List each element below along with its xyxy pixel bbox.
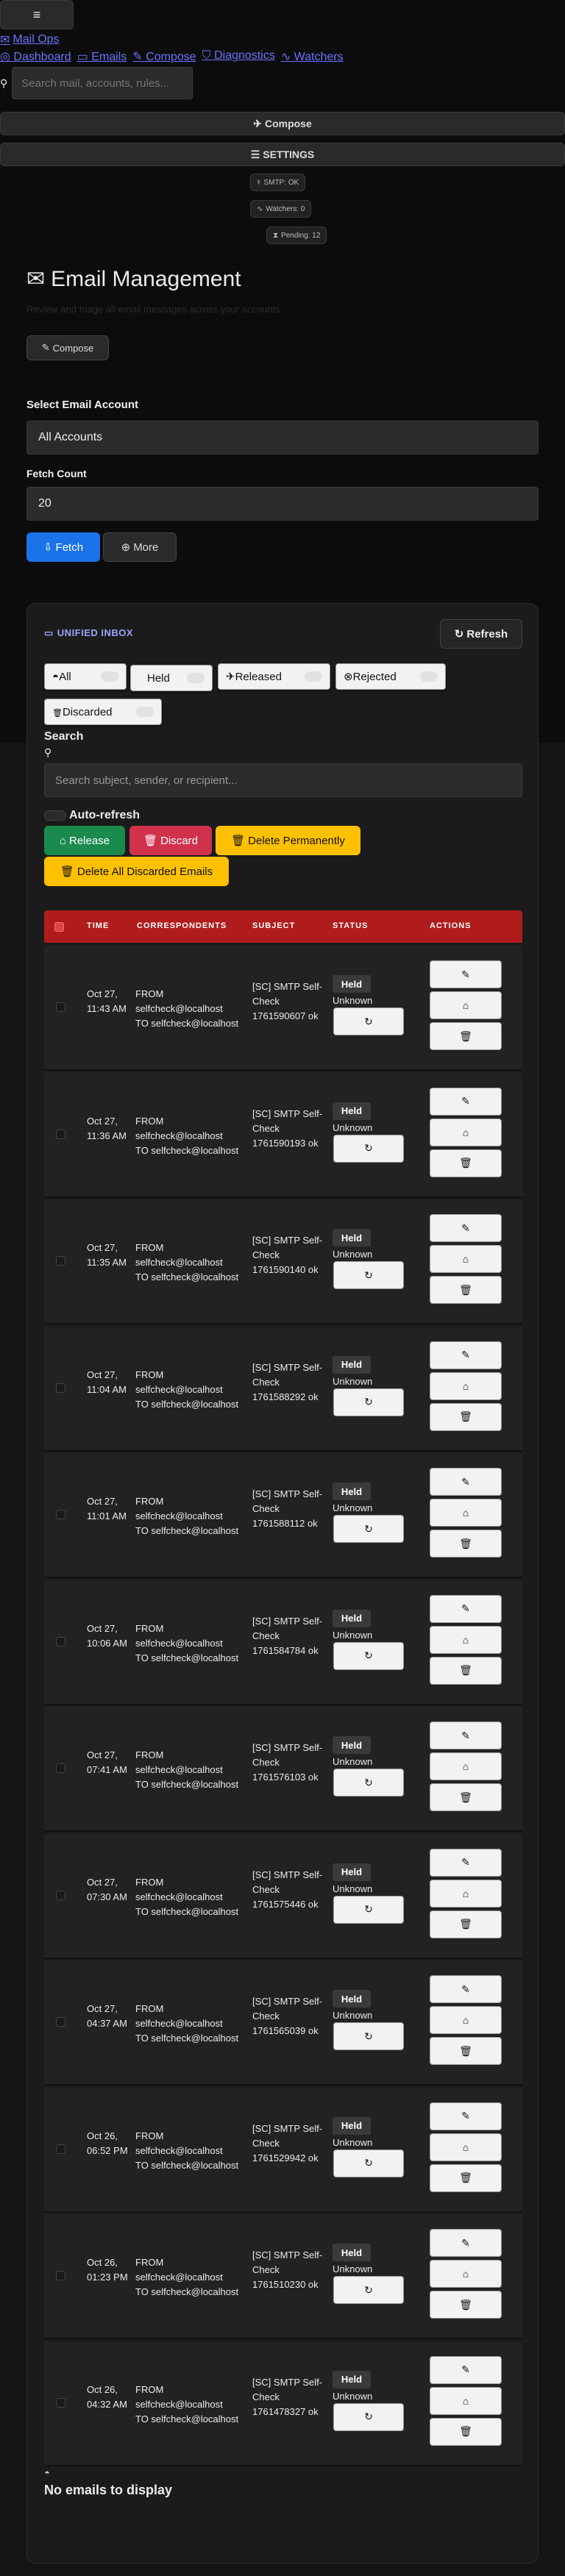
settings-button[interactable]: ☰ SETTINGS: [0, 143, 565, 166]
rescan-button[interactable]: [333, 2022, 404, 2050]
rescan-button[interactable]: [333, 1515, 404, 1543]
trash-icon: 🗑: [459, 1918, 472, 1930]
table-row[interactable]: [44, 1453, 522, 1578]
delete-row-button[interactable]: [430, 1149, 502, 1177]
delete-row-button[interactable]: [430, 1910, 502, 1938]
row-correspondents: [135, 1748, 253, 1792]
table-row[interactable]: [44, 2088, 522, 2213]
row-correspondents: [135, 2383, 253, 2427]
refresh-icon: ↻: [364, 1015, 373, 1027]
row-correspondents: [135, 987, 253, 1031]
release-row-button[interactable]: [430, 1245, 502, 1273]
unlock-icon: ⌂: [462, 2141, 469, 2153]
row-from: FROM selfcheck@localhost: [135, 1115, 223, 1141]
rescan-button[interactable]: [333, 2403, 404, 2431]
rescan-button[interactable]: [333, 1642, 404, 1670]
nav-link-emails[interactable]: ▭ Emails: [77, 51, 127, 63]
unlock-icon: ⌂: [462, 2014, 469, 2026]
brand-name: Mail Ops: [13, 33, 60, 46]
close-circle-icon: ⊗: [344, 671, 353, 683]
unlock-icon: ⌂: [462, 1507, 469, 1519]
unlock-icon: ⌂: [462, 1887, 469, 1899]
pencil-icon: ✎: [461, 1729, 470, 1741]
discard-button[interactable]: 🗑 Discard: [129, 826, 212, 855]
delete-row-button[interactable]: [430, 2164, 502, 2192]
row-checkbox[interactable]: [56, 1383, 65, 1393]
row-to: TO selfcheck@localhost: [135, 1905, 239, 1917]
compose-button[interactable]: ✎ Compose: [26, 335, 109, 360]
row-subject: [SC] SMTP Self-Check 1761565039 ok: [252, 1996, 323, 2036]
unlock-icon: ⌂: [59, 834, 66, 847]
send-icon: ✈: [253, 117, 262, 129]
column-subject: SUBJECT: [252, 921, 296, 930]
shield-icon: ⛉: [202, 49, 211, 62]
row-subject: [SC] SMTP Self-Check 1761588112 ok: [252, 1488, 323, 1529]
release-row-button[interactable]: [430, 2133, 502, 2161]
fetch-count-label: Fetch Count: [26, 468, 87, 479]
risk-label: Unknown: [333, 1375, 373, 1387]
delete-row-button[interactable]: [430, 2037, 502, 2065]
row-time: Oct 27, 04:37 AM: [87, 2003, 127, 2029]
row-correspondents: [135, 1368, 253, 1412]
status-badge: Held: [333, 1610, 371, 1627]
auto-refresh-toggle[interactable]: [44, 810, 66, 821]
auto-refresh-label: Auto-refresh: [69, 809, 141, 821]
row-checkbox[interactable]: [56, 1256, 65, 1266]
risk-label: Unknown: [333, 1502, 373, 1513]
risk-label: Unknown: [333, 2263, 373, 2274]
pencil-icon: ✎: [461, 1856, 470, 1868]
compose-toolbar-button[interactable]: ✈ Compose: [0, 112, 565, 135]
status-badge: Held: [333, 1483, 371, 1500]
release-row-button[interactable]: [430, 2006, 502, 2034]
refresh-icon: ↻: [364, 1396, 373, 1407]
filter-all[interactable]: ◓All: [44, 663, 127, 690]
pencil-icon: ✎: [461, 1475, 470, 1488]
pencil-icon: ✎: [461, 1095, 470, 1107]
rescan-button[interactable]: [333, 1007, 404, 1035]
nav-link-watchers[interactable]: ∿ Watchers: [280, 51, 344, 63]
select-all-checkbox[interactable]: [54, 922, 64, 932]
edit-button[interactable]: [430, 1722, 502, 1749]
trash-icon: 🗑: [52, 708, 63, 718]
row-to: TO selfcheck@localhost: [135, 2286, 239, 2297]
empty-inbox-icon: ◓: [44, 2467, 50, 2478]
release-row-button[interactable]: [430, 1118, 502, 1146]
row-correspondents: [135, 1875, 253, 1919]
unlock-icon: ⌂: [462, 1760, 469, 1772]
row-to: TO selfcheck@localhost: [135, 1398, 239, 1410]
row-correspondents: [135, 1114, 253, 1158]
hourglass-icon: ⧗: [273, 231, 279, 240]
table-row[interactable]: [44, 2341, 522, 2466]
table-row[interactable]: [44, 1327, 522, 1452]
hamburger-icon: ≡: [32, 7, 41, 22]
rescan-button[interactable]: [333, 1261, 404, 1289]
pencil-icon: ✎: [132, 51, 143, 63]
row-time: Oct 27, 11:43 AM: [87, 988, 127, 1014]
table-row[interactable]: [44, 1199, 522, 1324]
edit-button[interactable]: [430, 960, 502, 988]
refresh-icon: ↻: [364, 1776, 373, 1788]
nav-link-compose[interactable]: ✎ Compose: [132, 51, 196, 63]
row-to: TO selfcheck@localhost: [135, 1271, 239, 1282]
trash-icon: 🗑: [60, 866, 74, 878]
row-from: FROM selfcheck@localhost: [135, 2130, 223, 2156]
pencil-icon: ✎: [461, 1602, 470, 1614]
trash-icon: 🗑: [459, 1410, 472, 1422]
refresh-icon: ↻: [364, 1142, 373, 1154]
filter-rejected[interactable]: ⊗Rejected: [335, 663, 446, 690]
inbox-title: ▭ UNIFIED INBOX: [44, 627, 134, 638]
edit-button[interactable]: [430, 1341, 502, 1369]
unlock-icon: ⌂: [462, 2394, 469, 2407]
release-button[interactable]: ⌂ Release: [44, 826, 125, 855]
table-row[interactable]: [44, 1960, 522, 2086]
row-to: TO selfcheck@localhost: [135, 2033, 239, 2044]
status-badge: Held: [333, 2244, 371, 2261]
row-subject: [SC] SMTP Self-Check 1761478327 ok: [252, 2376, 323, 2417]
risk-label: Unknown: [333, 1249, 373, 1260]
rescan-button[interactable]: [333, 1388, 404, 1416]
row-subject: [SC] SMTP Self-Check 1761529942 ok: [252, 2122, 323, 2163]
row-from: FROM selfcheck@localhost: [135, 1242, 223, 1268]
rescan-button[interactable]: [333, 1769, 404, 1797]
status-badge: Held: [333, 2371, 371, 2388]
filter-released[interactable]: ✈Released: [218, 663, 330, 690]
table-row[interactable]: [44, 2214, 522, 2339]
trash-icon: 🗑: [459, 2425, 472, 2437]
page-title: ✉ Email Management: [26, 266, 241, 291]
fetch-button[interactable]: ⇩ Fetch: [26, 532, 100, 562]
more-button[interactable]: ⊕ More: [103, 532, 177, 562]
row-correspondents: [135, 2255, 253, 2300]
trash-icon: 🗑: [459, 2172, 472, 2183]
edit-button[interactable]: [430, 1468, 502, 1496]
account-label: Select Email Account: [26, 399, 138, 411]
status-badge: Held: [333, 1102, 371, 1120]
row-from: FROM selfcheck@localhost: [135, 1749, 223, 1775]
delete-row-button[interactable]: [430, 1783, 502, 1811]
row-checkbox[interactable]: [56, 1763, 65, 1773]
row-checkbox[interactable]: [56, 2017, 65, 2027]
status-badge: Held: [333, 1356, 371, 1374]
release-row-button[interactable]: [430, 1626, 502, 1654]
trash-icon: 🗑: [459, 1030, 472, 1042]
row-checkbox[interactable]: [56, 2398, 65, 2408]
row-to: TO selfcheck@localhost: [135, 1144, 239, 1156]
row-correspondents: [135, 1241, 253, 1285]
trash-icon: 🗑: [459, 1664, 472, 1676]
nav-links: [0, 49, 344, 64]
row-from: FROM selfcheck@localhost: [135, 1876, 223, 1902]
column-status: STATUS: [333, 921, 369, 930]
rescan-button[interactable]: [333, 1896, 404, 1924]
trash-icon: 🗑: [459, 1283, 472, 1296]
pulse-icon: ∿: [257, 204, 263, 213]
nav-link-dashboard[interactable]: ◎ Dashboard: [0, 51, 71, 63]
row-time: Oct 26, 01:23 PM: [87, 2257, 128, 2283]
status-badge: Held: [333, 1990, 371, 2008]
trash-icon: 🗑: [459, 1791, 472, 1803]
column-correspondents: CORRESPONDENTS: [137, 921, 227, 930]
risk-label: Unknown: [333, 1121, 373, 1133]
delete-row-button[interactable]: [430, 1530, 502, 1558]
risk-label: Unknown: [333, 2136, 373, 2148]
delete-row-button[interactable]: [430, 1657, 502, 1685]
edit-button[interactable]: [430, 2229, 502, 2257]
row-checkbox[interactable]: [56, 1510, 65, 1519]
row-from: FROM selfcheck@localhost: [135, 1496, 223, 1521]
account-select[interactable]: All Accounts: [26, 421, 539, 454]
row-time: Oct 26, 04:32 AM: [87, 2383, 127, 2410]
refresh-icon: ↻: [364, 2030, 373, 2042]
unlock-icon: ⌂: [462, 1253, 469, 1265]
row-subject: [SC] SMTP Self-Check 1761510230 ok: [252, 2249, 323, 2290]
row-checkbox[interactable]: [56, 1891, 65, 1900]
row-checkbox[interactable]: [56, 1130, 65, 1139]
status-badge: Held: [333, 1736, 371, 1754]
delete-row-button[interactable]: [430, 1276, 502, 1304]
send-icon: ✈: [226, 671, 235, 683]
row-to: TO selfcheck@localhost: [135, 1652, 239, 1663]
sliders-icon: ☰: [250, 148, 260, 160]
global-search: [0, 67, 193, 99]
table-header: [44, 910, 522, 943]
table-row[interactable]: [44, 1834, 522, 1959]
refresh-icon: ↻: [364, 1649, 373, 1661]
filter-held[interactable]: Held: [130, 665, 213, 691]
menu-toggle-button[interactable]: [0, 0, 74, 29]
row-correspondents: [135, 2002, 253, 2046]
unlock-icon: ⌂: [462, 1380, 469, 1392]
row-from: FROM selfcheck@localhost: [135, 988, 223, 1014]
row-checkbox[interactable]: [56, 2271, 65, 2280]
delete-row-button[interactable]: [430, 1403, 502, 1431]
fetch-count-input[interactable]: 20: [26, 487, 539, 521]
risk-label: Unknown: [333, 2010, 373, 2021]
pencil-icon: ✎: [461, 2110, 470, 2122]
row-correspondents: [135, 2129, 253, 2173]
release-row-button[interactable]: [430, 1372, 502, 1400]
risk-label: Unknown: [333, 1756, 373, 1767]
edit-button[interactable]: [430, 2356, 502, 2384]
table-row[interactable]: [44, 1073, 522, 1198]
row-time: Oct 27, 11:01 AM: [87, 1496, 127, 1521]
refresh-icon: ↻: [364, 2157, 373, 2169]
brand-link[interactable]: [0, 32, 60, 47]
table-row[interactable]: [44, 1580, 522, 1705]
dashboard-icon: ◎: [0, 51, 10, 63]
row-to: TO selfcheck@localhost: [135, 1779, 239, 1790]
row-checkbox[interactable]: [56, 1637, 65, 1646]
unlock-icon: ⌂: [462, 1126, 469, 1138]
pencil-icon: ✎: [461, 1983, 470, 1995]
row-time: Oct 27, 11:04 AM: [87, 1369, 127, 1395]
trash-icon: 🗑: [143, 835, 158, 847]
row-from: FROM selfcheck@localhost: [135, 2003, 223, 2029]
mail-icon: ✉: [0, 34, 10, 46]
refresh-icon: ↻: [364, 1269, 373, 1281]
row-time: Oct 27, 07:41 AM: [87, 1749, 127, 1775]
unlock-icon: ⌂: [462, 2268, 469, 2280]
risk-label: Unknown: [333, 1883, 373, 1894]
filter-discarded[interactable]: 🗑Discarded: [44, 699, 162, 725]
refresh-icon: ↻: [454, 628, 464, 641]
download-cloud-icon: ⇩: [43, 541, 53, 554]
status-badge: Held: [333, 1863, 371, 1881]
row-to: TO selfcheck@localhost: [135, 2413, 239, 2425]
edit-button[interactable]: [430, 1849, 502, 1877]
pencil-icon: ✎: [461, 2363, 470, 2375]
trash-icon: 🗑: [459, 1157, 472, 1169]
status-badge: Held: [333, 2117, 371, 2135]
refresh-icon: ↻: [364, 2411, 373, 2422]
pencil-icon: ✎: [461, 1221, 470, 1234]
unlock-icon: ⌂: [462, 1633, 469, 1646]
table-row[interactable]: [44, 946, 522, 1071]
release-row-button[interactable]: [430, 2260, 502, 2288]
row-time: Oct 27, 10:06 AM: [87, 1622, 127, 1649]
row-time: Oct 27, 07:30 AM: [87, 1876, 127, 1902]
pencil-icon: ✎: [41, 342, 50, 353]
trash-icon: 🗑: [231, 835, 246, 847]
row-from: FROM selfcheck@localhost: [135, 2257, 223, 2283]
watchers-status-pill: ∿ Watchers: 0: [250, 200, 311, 218]
unlock-icon: ⌂: [462, 999, 469, 1011]
search-icon: ⚲: [0, 76, 8, 89]
edit-button[interactable]: [430, 1975, 502, 2003]
risk-label: Unknown: [333, 995, 373, 1006]
plus-circle-icon: ⊕: [121, 541, 131, 554]
status-badge: Held: [333, 975, 371, 993]
pending-status-pill: ⧗ Pending: 12: [266, 226, 327, 244]
row-time: Oct 27, 11:36 AM: [87, 1115, 127, 1141]
rescan-button[interactable]: [333, 2149, 404, 2177]
edit-button[interactable]: [430, 2102, 502, 2130]
row-to: TO selfcheck@localhost: [135, 1525, 239, 1536]
pencil-icon: ✎: [461, 1349, 470, 1360]
row-from: FROM selfcheck@localhost: [135, 1369, 223, 1395]
row-from: FROM selfcheck@localhost: [135, 1622, 223, 1649]
release-row-button[interactable]: [430, 1752, 502, 1780]
inbox-search-label: Search: [44, 730, 84, 743]
delete-row-button[interactable]: [430, 2291, 502, 2319]
column-actions: ACTIONS: [430, 921, 472, 930]
row-to: TO selfcheck@localhost: [135, 1018, 239, 1029]
rescan-button[interactable]: [333, 1135, 404, 1163]
column-time: TIME: [87, 921, 110, 930]
inbox-search-input[interactable]: Search subject, sender, or recipient...: [44, 763, 522, 797]
delete-all-discarded-button[interactable]: 🗑 Delete All Discarded Emails: [44, 857, 229, 886]
row-subject: [SC] SMTP Self-Check 1761584784 ok: [252, 1615, 323, 1656]
edit-button[interactable]: [430, 1088, 502, 1116]
smtp-status-pill: ⚕ SMTP: OK: [250, 174, 305, 191]
release-row-button[interactable]: [430, 1499, 502, 1527]
row-time: Oct 27, 11:35 AM: [87, 1242, 127, 1268]
trash-icon: 🗑: [459, 2044, 472, 2057]
risk-label: Unknown: [333, 2390, 373, 2402]
row-correspondents: [135, 1494, 253, 1538]
inbox-icon: ▭: [44, 627, 54, 638]
rescan-button[interactable]: [333, 2276, 404, 2304]
row-to: TO selfcheck@localhost: [135, 2159, 239, 2171]
edit-button[interactable]: [430, 1595, 502, 1623]
pencil-icon: ✎: [461, 968, 470, 980]
row-subject: [SC] SMTP Self-Check 1761590140 ok: [252, 1235, 323, 1275]
edit-button[interactable]: [430, 1214, 502, 1242]
row-checkbox[interactable]: [56, 1002, 65, 1012]
page-subtitle: Review and triage all email messages across your accounts: [26, 304, 280, 315]
delete-row-button[interactable]: [430, 1022, 502, 1050]
delete-permanently-button[interactable]: 🗑 Delete Permanently: [216, 826, 360, 855]
release-row-button[interactable]: [430, 2387, 502, 2415]
table-row[interactable]: [44, 1707, 522, 1832]
refresh-icon: ↻: [364, 1903, 373, 1915]
trash-icon: 🗑: [459, 1537, 472, 1549]
inbox-icon: ▭: [77, 51, 88, 63]
envelope-icon: ✉: [26, 267, 46, 291]
status-badge: Held: [333, 1229, 371, 1246]
risk-label: Unknown: [333, 1629, 373, 1641]
row-subject: [SC] SMTP Self-Check 1761588292 ok: [252, 1361, 323, 1402]
refresh-icon: ↻: [364, 1522, 373, 1535]
health-icon: ⚕: [257, 178, 261, 187]
empty-state-text: No emails to display: [44, 2483, 173, 2497]
refresh-icon: ↻: [364, 2283, 373, 2296]
global-search-input[interactable]: [12, 67, 193, 99]
row-correspondents: [135, 1621, 253, 1666]
trash-icon: 🗑: [459, 2298, 472, 2311]
row-subject: [SC] SMTP Self-Check 1761590193 ok: [252, 1107, 323, 1149]
row-subject: [SC] SMTP Self-Check 1761590607 ok: [252, 981, 323, 1021]
row-time: Oct 26, 06:52 PM: [87, 2130, 128, 2156]
row-checkbox[interactable]: [56, 2144, 65, 2154]
release-row-button[interactable]: [430, 1880, 502, 1908]
row-subject: [SC] SMTP Self-Check 1761575446 ok: [252, 1869, 323, 1910]
pulse-icon: ∿: [280, 51, 291, 63]
refresh-button[interactable]: ↻ Refresh: [440, 619, 522, 649]
row-subject: [SC] SMTP Self-Check 1761576103 ok: [252, 1742, 323, 1783]
nav-link-diagnostics[interactable]: ⛉ Diagnostics: [202, 49, 275, 62]
delete-row-button[interactable]: [430, 2418, 502, 2446]
search-icon: ⚲: [44, 746, 52, 758]
row-from: FROM selfcheck@localhost: [135, 2383, 223, 2410]
pencil-icon: ✎: [461, 2236, 470, 2249]
inbox-icon: ◓: [52, 670, 60, 683]
release-row-button[interactable]: [430, 991, 502, 1019]
